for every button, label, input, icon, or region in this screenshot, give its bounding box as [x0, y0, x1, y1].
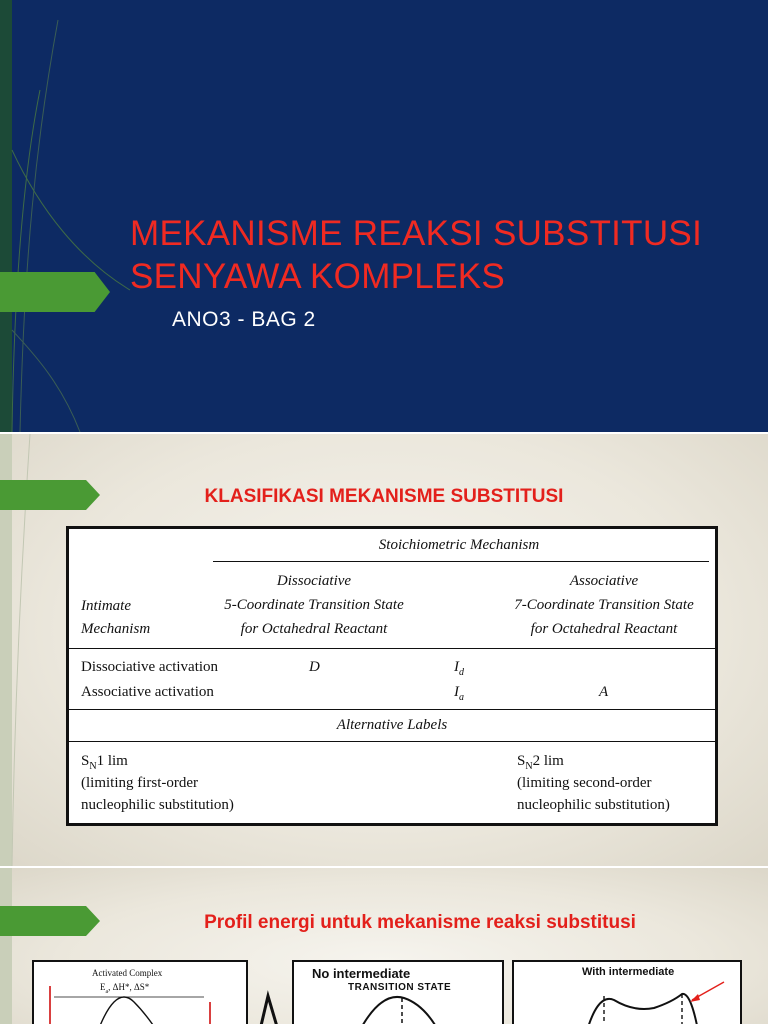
row-dissociative-id: $I_d$	[454, 659, 464, 678]
row-associative-activation-label: Associative activation	[81, 684, 214, 700]
presentation-title: MEKANISME REAKSI SUBSTITUSI SENYAWA KOMPLEKS	[130, 214, 703, 296]
mechanism-header: Mechanism	[81, 621, 151, 637]
table-divider	[69, 741, 715, 742]
intimate-header: Intimate	[81, 598, 131, 614]
slide-heading: Profil energi untuk mekanisme reaksi substitusi	[204, 912, 636, 933]
dissociative-header: Dissociative	[276, 573, 352, 589]
energy-profile-with-intermediate	[512, 960, 742, 1024]
associative-header: Associative	[569, 573, 639, 589]
energy-profile-activated-complex	[32, 960, 248, 1024]
slide-left-strip	[0, 868, 12, 1024]
alternative-labels-header: Alternative Labels	[336, 717, 448, 733]
activation-parameters-label: $E_a$, ΔH*, ΔS*	[100, 982, 150, 995]
sn1-description: (limiting first-order	[81, 775, 199, 791]
activated-complex-label: Activated Complex	[92, 968, 163, 978]
with-intermediate-heading: With intermediate	[582, 966, 675, 978]
stoichiometric-mechanism-header: Stoichiometric Mechanism	[378, 537, 540, 553]
table-divider	[69, 648, 715, 649]
mechanism-classification-table	[66, 526, 718, 826]
decorative-leaf-lines	[0, 0, 140, 432]
sn1-description-2: nucleophilic substitution)	[81, 797, 234, 813]
green-arrow-tab	[0, 272, 110, 312]
row-dissociative-d: D	[309, 659, 320, 675]
row-dissociative-activation-label: Dissociative activation	[81, 659, 219, 675]
dissociative-reactant: for Octahedral Reactant	[240, 621, 388, 637]
associative-reactant: for Octahedral Reactant	[530, 621, 678, 637]
slide-title[interactable]	[0, 0, 768, 432]
dissociative-transition-state: 5-Coordinate Transition State	[224, 597, 404, 613]
row-associative-a: A	[599, 684, 609, 700]
energy-profile-no-intermediate	[292, 960, 504, 1024]
energy-curve-1	[34, 962, 248, 1024]
slide-energy-profile[interactable]	[0, 868, 768, 1024]
sn2-description: (limiting second-order	[517, 775, 652, 791]
energy-curve-3	[514, 962, 742, 1024]
sn1-label: $S_N1$ lim	[81, 753, 128, 772]
slide-heading: KLASIFIKASI MEKANISME SUBSTITUSI	[204, 486, 564, 507]
row-associative-ia: $I_a$	[454, 684, 464, 703]
table-divider	[69, 709, 715, 710]
presentation-subtitle: ANO3 - BAG 2	[172, 308, 316, 331]
energy-curve-2	[294, 962, 504, 1024]
associative-transition-state: 7-Coordinate Transition State	[514, 597, 694, 613]
sn2-description-2: nucleophilic substitution)	[517, 797, 670, 813]
transition-state-label: TRANSITION STATE	[348, 982, 452, 993]
separator-mark	[254, 990, 288, 1024]
slide-classification[interactable]	[0, 434, 768, 866]
table-divider	[213, 561, 709, 562]
sn2-label: $S_N2$ lim	[517, 753, 564, 772]
no-intermediate-heading: No intermediate	[312, 966, 411, 981]
